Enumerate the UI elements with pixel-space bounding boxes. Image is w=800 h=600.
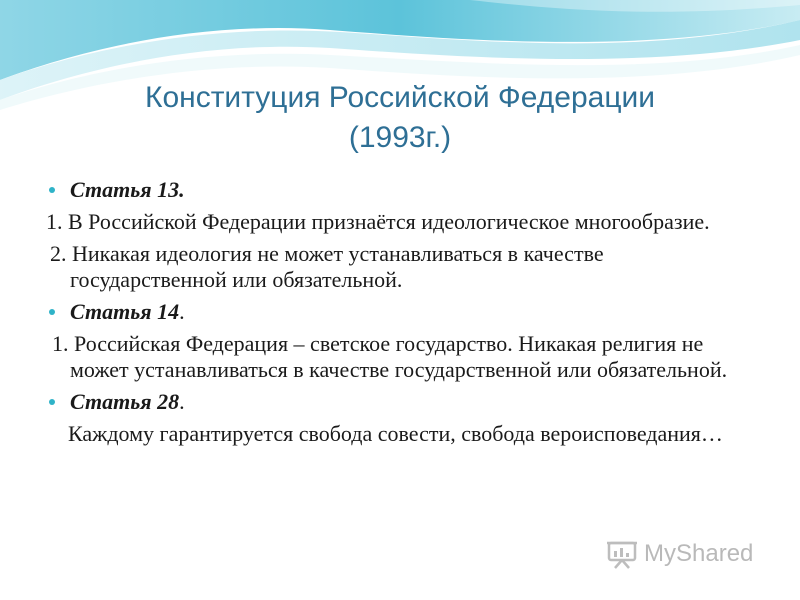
article-28-paragraph-1: Каждому гарантируется свобода совести, свобода вероисповедания… xyxy=(68,421,723,446)
article-13-heading xyxy=(46,177,746,203)
bullet-icon xyxy=(49,187,55,193)
watermark xyxy=(606,536,753,572)
article-14-heading xyxy=(46,299,746,325)
article-28-heading-suffix: . xyxy=(179,389,185,414)
article-28-heading xyxy=(46,389,746,415)
presentation-board-icon xyxy=(606,539,638,569)
article-13-paragraph-2: 2. Никакая идеология не может устанавливаться в качестве государственной или обязательной. xyxy=(50,241,604,292)
article-14-paragraph-1: 1. Российская Федерация – светское государство. Никакая религия не может устанавливаться в качестве государственной или обязательной. xyxy=(52,331,728,382)
slide-title xyxy=(0,78,800,158)
article-13-heading-suffix: . xyxy=(179,177,185,202)
article-13-paragraph-1: 1. В Российской Федерации признаётся идеологическое многообразие. xyxy=(46,209,710,234)
article-13-heading-text: Статья 13 xyxy=(70,177,180,202)
article-28-heading-text: Статья 28 xyxy=(70,389,180,414)
bullet-icon xyxy=(49,309,55,315)
slide-title-line1: Конституция Российской Федерации xyxy=(144,81,656,114)
slide-content xyxy=(46,177,746,453)
slide-title-line2: (1993г.) xyxy=(348,121,452,154)
bullet-icon xyxy=(49,399,55,405)
article-14-heading-text: Статья 14 xyxy=(70,299,180,324)
article-14-heading-suffix: . xyxy=(179,299,185,324)
watermark-text: MyShared xyxy=(644,540,754,567)
